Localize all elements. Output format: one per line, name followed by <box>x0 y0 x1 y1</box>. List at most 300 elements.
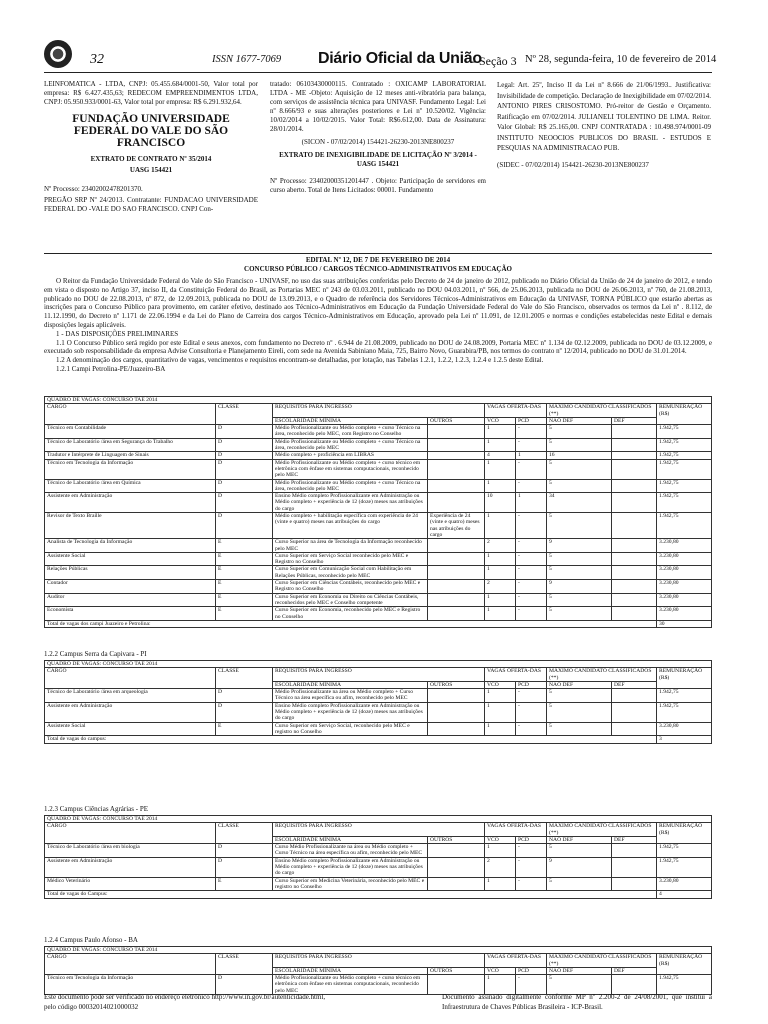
column-header: CARGO <box>45 823 216 844</box>
table-header-row <box>45 954 712 968</box>
vacancy-table-ciencias-agrarias <box>44 815 712 899</box>
escolaridade-cell: Médio Profissionalizante ou Médio completo + curso Técnico na área, reconhecido pelo MEC <box>273 438 428 452</box>
edital-title: EDITAL Nº 12, DE 7 DE FEVEREIRO DE 2014 <box>305 256 451 264</box>
table-row <box>45 877 712 891</box>
table-row <box>45 479 712 493</box>
classe-cell: D <box>216 425 273 439</box>
column-header: VCO <box>485 417 516 424</box>
vco-cell: 1 <box>485 844 516 858</box>
outros-cell <box>428 552 485 566</box>
section-title: 1.2.3 Campus Ciências Agrárias - PE <box>44 805 149 813</box>
footer-verification-code: pelo código 00032014021000032 <box>44 1003 139 1011</box>
classe-cell: D <box>216 493 273 513</box>
def-cell <box>612 689 657 703</box>
column-header: REMUNERAÇÃO (R$) <box>657 404 712 425</box>
vacancy-table-paulo-afonso <box>44 946 712 995</box>
remuneracao-cell: 3.230,80 <box>657 580 712 594</box>
remuneracao-cell: 1.942,75 <box>657 438 712 452</box>
classe-cell: E <box>216 722 273 736</box>
classe-cell: D <box>216 702 273 722</box>
column-header: VCO <box>485 836 516 843</box>
page-number: 32 <box>90 52 104 67</box>
def-cell <box>612 438 657 452</box>
column-header: ESCOLARIDADE MÍNIMA <box>273 417 428 424</box>
pcd-cell: - <box>516 975 547 995</box>
column-header: DEF <box>612 417 657 424</box>
table-row <box>45 539 712 553</box>
classe-cell: D <box>216 452 273 459</box>
table-header-row <box>45 823 712 837</box>
remuneracao-cell: 3.230,80 <box>657 566 712 580</box>
section-label: - Seção 3 <box>472 54 517 68</box>
vco-cell: 1 <box>485 425 516 439</box>
edital-body <box>44 277 712 374</box>
classe-cell: E <box>216 539 273 553</box>
remuneracao-cell: 1.942,75 <box>657 425 712 439</box>
nao-def-cell: 5 <box>547 975 612 995</box>
escolaridade-cell: Médio Profissionalizante ou Médio completo + curso Técnico na área, reconhecido pelo MEC <box>273 479 428 493</box>
remuneracao-cell: 1.942,75 <box>657 689 712 703</box>
table-caption-row <box>45 397 712 404</box>
escolaridade-cell: Curso Superior em Ciências Contábeis, reconhecido pelo MEC e Registro no Conselho <box>273 580 428 594</box>
cargo-cell: Técnico de Laboratório /área em Segurança do Trabalho <box>45 438 216 452</box>
escolaridade-cell: Curso Superior em Comunicação Social com Habilitação em Relações Públicas, reconhecido pelo MEC <box>273 566 428 580</box>
table-row <box>45 552 712 566</box>
nao-def-cell: 5 <box>547 438 612 452</box>
escolaridade-cell: Ensino Médio completo Profissionalizante em Administração ou Médio completo + experiência de 12 (doze) meses nas atribuições do cargo <box>273 857 428 877</box>
vco-cell: 1 <box>485 975 516 995</box>
table-row <box>45 513 712 539</box>
nao-def-cell: 34 <box>547 493 612 513</box>
nao-def-cell: 16 <box>547 452 612 459</box>
vco-cell: 1 <box>485 459 516 479</box>
column-header: DEF <box>612 836 657 843</box>
remuneracao-cell: 1.942,75 <box>657 513 712 539</box>
column-header: VAGAS OFERTA-DAS <box>485 404 547 418</box>
escolaridade-cell: Médio Profissionalizante ou Médio completo + curso técnico em eletrônica com ênfase em sistemas computacionais, reconhecido pelo MEC <box>273 975 428 995</box>
nao-def-cell: 5 <box>547 459 612 479</box>
column-header: DEF <box>612 681 657 688</box>
organization-heading: FUNDAÇÃO UNIVERSIDADE FEDERAL DO VALE DO SÃO FRANCISCO <box>72 113 230 149</box>
escolaridade-cell: Curso Superior na área de Tecnologia da Informação reconhecido pelo MEC <box>273 539 428 553</box>
table-header-row <box>45 404 712 418</box>
outros-cell <box>428 722 485 736</box>
section-divider <box>44 253 712 254</box>
nao-def-cell: 5 <box>547 566 612 580</box>
vco-cell: 1 <box>485 552 516 566</box>
cargo-cell: Tradutor e Intérprete de Linguagem de Sinais <box>45 452 216 459</box>
table-row <box>45 452 712 459</box>
pcd-cell: - <box>516 459 547 479</box>
outros-cell <box>428 877 485 891</box>
pcd-cell: - <box>516 593 547 607</box>
remuneracao-cell: 1.942,75 <box>657 459 712 479</box>
table-row <box>45 722 712 736</box>
vco-cell: 1 <box>485 513 516 539</box>
column-1 <box>44 80 258 216</box>
nao-def-cell: 5 <box>547 877 612 891</box>
column-header: CARGO <box>45 668 216 689</box>
cargo-cell: Relações Públicas <box>45 566 216 580</box>
remuneracao-cell: 1.942,75 <box>657 975 712 995</box>
escolaridade-cell: Curso Superior em Medicina Veterinária, reconhecido pelo MEC e registro no Conselho <box>273 877 428 891</box>
paragraph: 1.1 O Concurso Público será regido por este Edital e seus anexos, com fundamento no Decreto nº . 6.944 de 21.08.2009, publicado no DOU de 24.08.2009, Portaria MEC nº 1.134 de 02.12.2009, publicada no DOU de 03.12.2009, e executado sob responsabilidade da empresa Advise Consultoria e Planejamento Eireli, com sede na Avenida Sabiniano Maia, 725, Bairro Novo, Guarabira/PB, nos termos do contrato nº 12/2014, publicado no DOU de 31.01.2014. <box>44 338 712 356</box>
cargo-cell: Assistente em Administração <box>45 857 216 877</box>
column-header: CARGO <box>45 404 216 425</box>
classe-cell: D <box>216 844 273 858</box>
cargo-cell: Assistente em Administração <box>45 493 216 513</box>
cargo-cell: Revisor de Texto Braille <box>45 513 216 539</box>
table-caption: QUADRO DE VAGAS: CONCURSO TAE 2014 <box>45 661 712 668</box>
vco-cell: 1 <box>485 566 516 580</box>
table-row <box>45 493 712 513</box>
issue-date: Nº 28, segunda-feira, 10 de fevereiro de 2014 <box>525 54 717 65</box>
publication-title: Diário Oficial da União <box>318 50 482 67</box>
nao-def-cell: 5 <box>547 479 612 493</box>
def-cell <box>612 607 657 621</box>
pcd-cell: - <box>516 479 547 493</box>
remuneracao-cell: 1.942,75 <box>657 844 712 858</box>
column-header: OUTROS <box>428 836 485 843</box>
column-header: CARGO <box>45 954 216 975</box>
def-cell <box>612 459 657 479</box>
escolaridade-cell: Médio Profissionalizante ou Médio completo + curso técnico em eletrônica com ênfase em sistemas computacionais, reconhecido pelo MEC <box>273 459 428 479</box>
outros-cell <box>428 493 485 513</box>
def-cell <box>612 877 657 891</box>
remuneracao-cell: 3.230,80 <box>657 552 712 566</box>
escolaridade-cell: Médio completo + proficiência em LIBRAS <box>273 452 428 459</box>
pcd-cell: - <box>516 539 547 553</box>
table-total-row <box>45 736 712 743</box>
def-cell <box>612 493 657 513</box>
remuneracao-cell: 1.942,75 <box>657 857 712 877</box>
column-header: MÁXIMO CANDIDATO CLASSIFICADOS (**) <box>547 404 657 418</box>
column-header: REQUISITOS PARA INGRESSO <box>273 823 485 837</box>
column-header: CLASSE <box>216 668 273 689</box>
remuneracao-cell: 1.942,75 <box>657 479 712 493</box>
outros-cell <box>428 425 485 439</box>
outros-cell: Experiência de 24 (vinte e quatro) meses nas atribuições do cargo <box>428 513 485 539</box>
cargo-cell: Contador <box>45 580 216 594</box>
table-total-row <box>45 620 712 627</box>
cargo-cell: Assistente em Administração <box>45 702 216 722</box>
classe-cell: E <box>216 552 273 566</box>
classe-cell: D <box>216 857 273 877</box>
column-header: PCD <box>516 681 547 688</box>
def-cell <box>612 452 657 459</box>
coat-of-arms-icon <box>44 40 72 68</box>
outros-cell <box>428 539 485 553</box>
pcd-cell: - <box>516 844 547 858</box>
nao-def-cell: 9 <box>547 539 612 553</box>
def-cell <box>612 580 657 594</box>
sidec-reference: (SIDEC - 07/02/2014) 154421-26230-2013NE800237 <box>497 160 649 169</box>
cargo-cell: Assistente Social <box>45 552 216 566</box>
column-header: MÁXIMO CANDIDATO CLASSIFICADOS (**) <box>547 954 657 968</box>
def-cell <box>612 857 657 877</box>
column-header: NAO DEF <box>547 967 612 974</box>
escolaridade-cell: Ensino Médio completo Profissionalizante em Administração ou Médio completo + experiência de 12 (doze) meses nas atribuições do cargo <box>273 493 428 513</box>
column-header: NAO DEF <box>547 836 612 843</box>
column-header: DEF <box>612 967 657 974</box>
escolaridade-cell: Curso Médio Profissionalizante na área ou Médio completo + Curso Técnico na área específica ou afim, reconhecido pelo MEC <box>273 844 428 858</box>
def-cell <box>612 539 657 553</box>
column-header: REMUNERAÇÃO (R$) <box>657 823 712 844</box>
table-caption-row <box>45 947 712 954</box>
column-header: OUTROS <box>428 967 485 974</box>
vco-cell: 1 <box>485 438 516 452</box>
cargo-cell: Técnico de Laboratório /área em Química <box>45 479 216 493</box>
table-row <box>45 593 712 607</box>
column-header: REQUISITOS PARA INGRESSO <box>273 954 485 968</box>
nao-def-cell: 5 <box>547 702 612 722</box>
classe-cell: D <box>216 438 273 452</box>
pcd-cell: - <box>516 857 547 877</box>
escolaridade-cell: Ensino Médio completo Profissionalizante em Administração ou Médio completo + experiência de 12 (doze) meses nas atribuições do cargo <box>273 702 428 722</box>
remuneracao-cell: 3.230,80 <box>657 877 712 891</box>
cargo-cell: Técnico de Laboratório /área em arqueologia <box>45 689 216 703</box>
classe-cell: D <box>216 975 273 995</box>
section-title: 1.2.2 Campus Serra da Capivara - PI <box>44 650 147 658</box>
extract-title: EXTRATO DE INEXIGIBILIDADE DE LICITAÇÃO Nº 3/2014 - UASG 154421 <box>279 151 477 168</box>
def-cell <box>612 702 657 722</box>
column-header: REQUISITOS PARA INGRESSO <box>273 668 485 682</box>
def-cell <box>612 593 657 607</box>
column-header: VAGAS OFERTA-DAS <box>485 668 547 682</box>
sicon-reference: (SICON - 07/02/2014) 154421-26230-2013NE800237 <box>301 138 455 146</box>
extract-title: EXTRATO DE CONTRATO Nº 35/2014 <box>90 155 212 163</box>
pcd-cell: 1 <box>516 493 547 513</box>
page-header <box>0 0 768 80</box>
column-header: OUTROS <box>428 417 485 424</box>
cargo-cell: Técnico em Contabilidade <box>45 425 216 439</box>
table-row <box>45 425 712 439</box>
classe-cell: E <box>216 566 273 580</box>
paragraph: 1.2.1 Campi Petrolina-PE/Juazeiro-BA <box>56 364 166 373</box>
edital-heading <box>44 256 712 274</box>
classe-cell: D <box>216 689 273 703</box>
classe-cell: E <box>216 580 273 594</box>
remuneracao-cell: 1.942,75 <box>657 702 712 722</box>
table-row <box>45 857 712 877</box>
table-row <box>45 689 712 703</box>
edital-subtitle: CONCURSO PÚBLICO / CARGOS TÉCNICO-ADMINISTRATIVOS EM EDUCAÇÃO <box>244 265 512 273</box>
def-cell <box>612 552 657 566</box>
escolaridade-cell: Médio Profissionalizante ou Médio completo + curso Técnico na área, reconhecido pelo MEC, com Registro no Conselho <box>273 425 428 439</box>
paragraph: Nº Processo: 23402000351201447 . Objeto: Participação de servidores em curso aberto. Total de Itens Licitados: 00001. Fundamento <box>270 177 486 194</box>
nao-def-cell: 9 <box>547 857 612 877</box>
vacancy-table-serra-da-capivara <box>44 660 712 744</box>
classe-cell: D <box>216 479 273 493</box>
outros-cell <box>428 566 485 580</box>
pcd-cell: - <box>516 552 547 566</box>
table-row <box>45 607 712 621</box>
cargo-cell: Médico Veterinário <box>45 877 216 891</box>
vacancy-table-petrolina-juazeiro <box>44 396 712 628</box>
pcd-cell: - <box>516 566 547 580</box>
table-caption: QUADRO DE VAGAS: CONCURSO TAE 2014 <box>45 397 712 404</box>
pcd-cell: - <box>516 702 547 722</box>
outros-cell <box>428 844 485 858</box>
paragraph: O Reitor da Fundação Universidade Federal do Vale do São Francisco - UNIVASF, no uso das suas atribuições conferidas pelo Decreto de 24 de janeiro de 2012, publicado no Diário Oficial da União de 24 de janeiro de 2012, e tendo em vista o disposto no Artigo 37, inciso II, da Constituição Federal do Brasil, as Portarias MEC nº 243 de 03.03.2011, publicado no DOU 04.03.2011, nº 566, de 25.06.2013, publicada no DOU de 26.06.2013, nº 760, de 21.08.2013, publicado no DOU de 22.08.2013, nº 872, de 12.09.2013, publicada no DOU de 13.09.2013, e o Quadro de referência dos Servidores Técnicos-Administrativos em Educação da UNIVASF, TORNA PÚBLICO que estarão abertas as inscrições para o Concurso Público para provimento, em caráter efetivo, destinado aos Técnico-Administrativos em Educação da Fundação Universidade Federal do Vale do São Francisco, observados os termos da Lei nº . 8.112, de 11.12.1990, do Decreto nº 1.171 de 22.06.1994 e da Lei do Plano de Carreira dos cargos Técnico-Administrativos em Educação, aprovado pela Lei nº 11.091, de 12.01.2005 e normas e condições estabelecidas neste Edital e demais disposições legais aplicáveis. <box>44 277 712 329</box>
cargo-cell: Técnico em Tecnologia da Informação <box>45 975 216 995</box>
outros-cell <box>428 689 485 703</box>
nao-def-cell: 5 <box>547 844 612 858</box>
nao-def-cell: 5 <box>547 689 612 703</box>
pcd-cell: - <box>516 689 547 703</box>
column-header: ESCOLARIDADE MÍNIMA <box>273 836 428 843</box>
total-label: Total de vagas do campus: <box>45 736 657 743</box>
column-header: PCD <box>516 836 547 843</box>
column-header: ESCOLARIDADE MÍNIMA <box>273 681 428 688</box>
total-value: 30 <box>657 620 712 627</box>
table-total-row <box>45 891 712 898</box>
vco-cell: 1 <box>485 593 516 607</box>
column-header: VAGAS OFERTA-DAS <box>485 823 547 837</box>
column-header: PCD <box>516 417 547 424</box>
def-cell <box>612 479 657 493</box>
column-header: CLASSE <box>216 954 273 975</box>
paragraph: Nº Processo: 23402002478201370. <box>44 185 143 193</box>
table-row <box>45 438 712 452</box>
vco-cell: 1 <box>485 689 516 703</box>
paragraph: LEINFOMATICA - LTDA, CNPJ: 05.455.684/0001-50, Valor total por empresa: R$ 6.427.435,63; REDECOM EMPREENDIMENTOS LTDA, CNPJ: 05.950.933/0001-63, Valor total por empresa: R$ 6.291.932,64. <box>44 80 258 106</box>
cargo-cell: Técnico de Laboratório /área em biologia <box>45 844 216 858</box>
pcd-cell: - <box>516 438 547 452</box>
vco-cell: 1 <box>485 607 516 621</box>
section-title: 1.2.4 Campus Paulo Afonso - BA <box>44 936 138 944</box>
column-header: VCO <box>485 967 516 974</box>
footer-signature-note: Documento assinado digitalmente conforme MP nº 2.200-2 de 24/08/2001, que institui a Infraestrutura de Chaves Públicas Brasileira - ICP-Brasil. <box>442 993 712 1011</box>
cargo-cell: Economista <box>45 607 216 621</box>
footer-verification <box>44 992 325 1012</box>
column-header: REQUISITOS PARA INGRESSO <box>273 404 485 418</box>
column-header: VCO <box>485 681 516 688</box>
vco-cell: 1 <box>485 702 516 722</box>
column-header: MÁXIMO CANDIDATO CLASSIFICADOS (**) <box>547 668 657 682</box>
vco-cell: 1 <box>485 479 516 493</box>
pcd-cell: 1 <box>516 452 547 459</box>
nao-def-cell: 5 <box>547 722 612 736</box>
outros-cell <box>428 607 485 621</box>
remuneracao-cell: 3.230,80 <box>657 607 712 621</box>
cargo-cell: Analista de Tecnologia da Informação <box>45 539 216 553</box>
vco-cell: 2 <box>485 580 516 594</box>
def-cell <box>612 722 657 736</box>
table-row <box>45 580 712 594</box>
column-header: REMUNERAÇÃO (R$) <box>657 954 712 975</box>
outros-cell <box>428 593 485 607</box>
classe-cell: E <box>216 593 273 607</box>
classe-cell: E <box>216 607 273 621</box>
nao-def-cell: 5 <box>547 552 612 566</box>
def-cell <box>612 844 657 858</box>
column-header: ESCOLARIDADE MÍNIMA <box>273 967 428 974</box>
column-header: NAO DEF <box>547 417 612 424</box>
table-row <box>45 844 712 858</box>
header-rule <box>44 72 712 73</box>
escolaridade-cell: Curso Superior em Economia ou Direito ou Ciências Contábeis, reconhecidos pelo MEC e Conselho competente <box>273 593 428 607</box>
escolaridade-cell: Curso Superior em Serviço Social reconhecido pelo MEC e Registro no Conselho <box>273 552 428 566</box>
pcd-cell: - <box>516 607 547 621</box>
issn: ISSN 1677-7069 <box>212 54 282 65</box>
outros-cell <box>428 479 485 493</box>
escolaridade-cell: Curso Superior em Serviço Social, reconhecido pelo MEC e registro no Conselho <box>273 722 428 736</box>
remuneracao-cell: 3.230,80 <box>657 539 712 553</box>
column-header: MÁXIMO CANDIDATO CLASSIFICADOS (**) <box>547 823 657 837</box>
cargo-cell: Técnico em Tecnologia da Informação <box>45 459 216 479</box>
pcd-cell: - <box>516 722 547 736</box>
classe-cell: E <box>216 877 273 891</box>
pcd-cell: - <box>516 513 547 539</box>
escolaridade-cell: Médio completo + habilitação específica com experiência de 24 (vinte e quatro) meses nas atribuições do cargo <box>273 513 428 539</box>
column-header: PCD <box>516 967 547 974</box>
paragraph: 1 - DAS DISPOSIÇÕES PRELIMINARES <box>56 329 179 338</box>
def-cell <box>612 566 657 580</box>
table-row <box>45 566 712 580</box>
column-header: VAGAS OFERTA-DAS <box>485 954 547 968</box>
table-caption: QUADRO DE VAGAS: CONCURSO TAE 2014 <box>45 947 712 954</box>
classe-cell: D <box>216 459 273 479</box>
cargo-cell: Auditor <box>45 593 216 607</box>
total-label: Total de vagas do Campus: <box>45 891 657 898</box>
classe-cell: D <box>216 513 273 539</box>
table-row <box>45 459 712 479</box>
paragraph: tratado: 06103430000115. Contratado : OXICAMP LABORATORIAL LTDA - ME -Objeto: Aquisição de 12 meses anti-vibratória para balança, com serviços de assistência técnica para UNIVASF. Fundamento Legal: Lei nº 8.666/93 e suas alterações posteriores e Lei nº 10.520/02. Vigência: 10/02/2014 a 10/02/2015. Valor Total: R$6.612,00. Data de Assinatura: 28/01/2014. <box>270 80 486 133</box>
nao-def-cell: 9 <box>547 580 612 594</box>
column-header: REMUNERAÇÃO (R$) <box>657 668 712 689</box>
paragraph: PREGÃO SRP Nº 24/2013. Contratante: FUNDACAO UNIVERSIDADE FEDERAL DO -VALE DO SAO FRANCISCO. CNPJ Con- <box>44 196 258 213</box>
outros-cell <box>428 857 485 877</box>
nao-def-cell: 5 <box>547 607 612 621</box>
remuneracao-cell: 3.230,80 <box>657 593 712 607</box>
column-header: OUTROS <box>428 681 485 688</box>
escolaridade-cell: Curso Superior em Economia, reconhecido pelo MEC e Registro no Conselho <box>273 607 428 621</box>
remuneracao-cell: 1.942,75 <box>657 493 712 513</box>
column-header: CLASSE <box>216 823 273 844</box>
outros-cell <box>428 438 485 452</box>
outros-cell <box>428 452 485 459</box>
footer-verification-url: Este documento pode ser verificado no endereço eletrônico http://www.in.gov.br/autenticidade.html, <box>44 993 326 1001</box>
nao-def-cell: 5 <box>547 593 612 607</box>
vco-cell: 4 <box>485 452 516 459</box>
pcd-cell: - <box>516 580 547 594</box>
uasg-label: UASG 154421 <box>129 166 173 174</box>
vco-cell: 1 <box>485 722 516 736</box>
column-header: NAO DEF <box>547 681 612 688</box>
remuneracao-cell: 3.230,80 <box>657 722 712 736</box>
table-caption: QUADRO DE VAGAS: CONCURSO TAE 2014 <box>45 816 712 823</box>
escolaridade-cell: Médio Profissionalizante na área ou Médio completo + Curso Técnico na área específica ou afim, reconhecido pelo MEC <box>273 689 428 703</box>
outros-cell <box>428 702 485 722</box>
vco-cell: 2 <box>485 539 516 553</box>
column-2 <box>270 80 486 197</box>
vco-cell: 10 <box>485 493 516 513</box>
table-header-row <box>45 668 712 682</box>
column-3 <box>497 80 711 172</box>
def-cell <box>612 425 657 439</box>
table-caption-row <box>45 816 712 823</box>
remuneracao-cell: 1.942,75 <box>657 452 712 459</box>
paragraph: 1.2 A denominação dos cargos, quantitativo de vagas, vencimentos e requisitos encontram-se detalhadas, por lotação, nas Tabelas 1.2.1, 1.2.2, 1.2.3, 1.2.4 e 1.2.5 deste Edital. <box>56 356 544 365</box>
pcd-cell: - <box>516 425 547 439</box>
column-header: CLASSE <box>216 404 273 425</box>
total-label: Total de vagas dos campi Juazeiro e Petrolina: <box>45 620 657 627</box>
outros-cell <box>428 459 485 479</box>
table-row <box>45 702 712 722</box>
vco-cell: 1 <box>485 877 516 891</box>
nao-def-cell: 5 <box>547 425 612 439</box>
